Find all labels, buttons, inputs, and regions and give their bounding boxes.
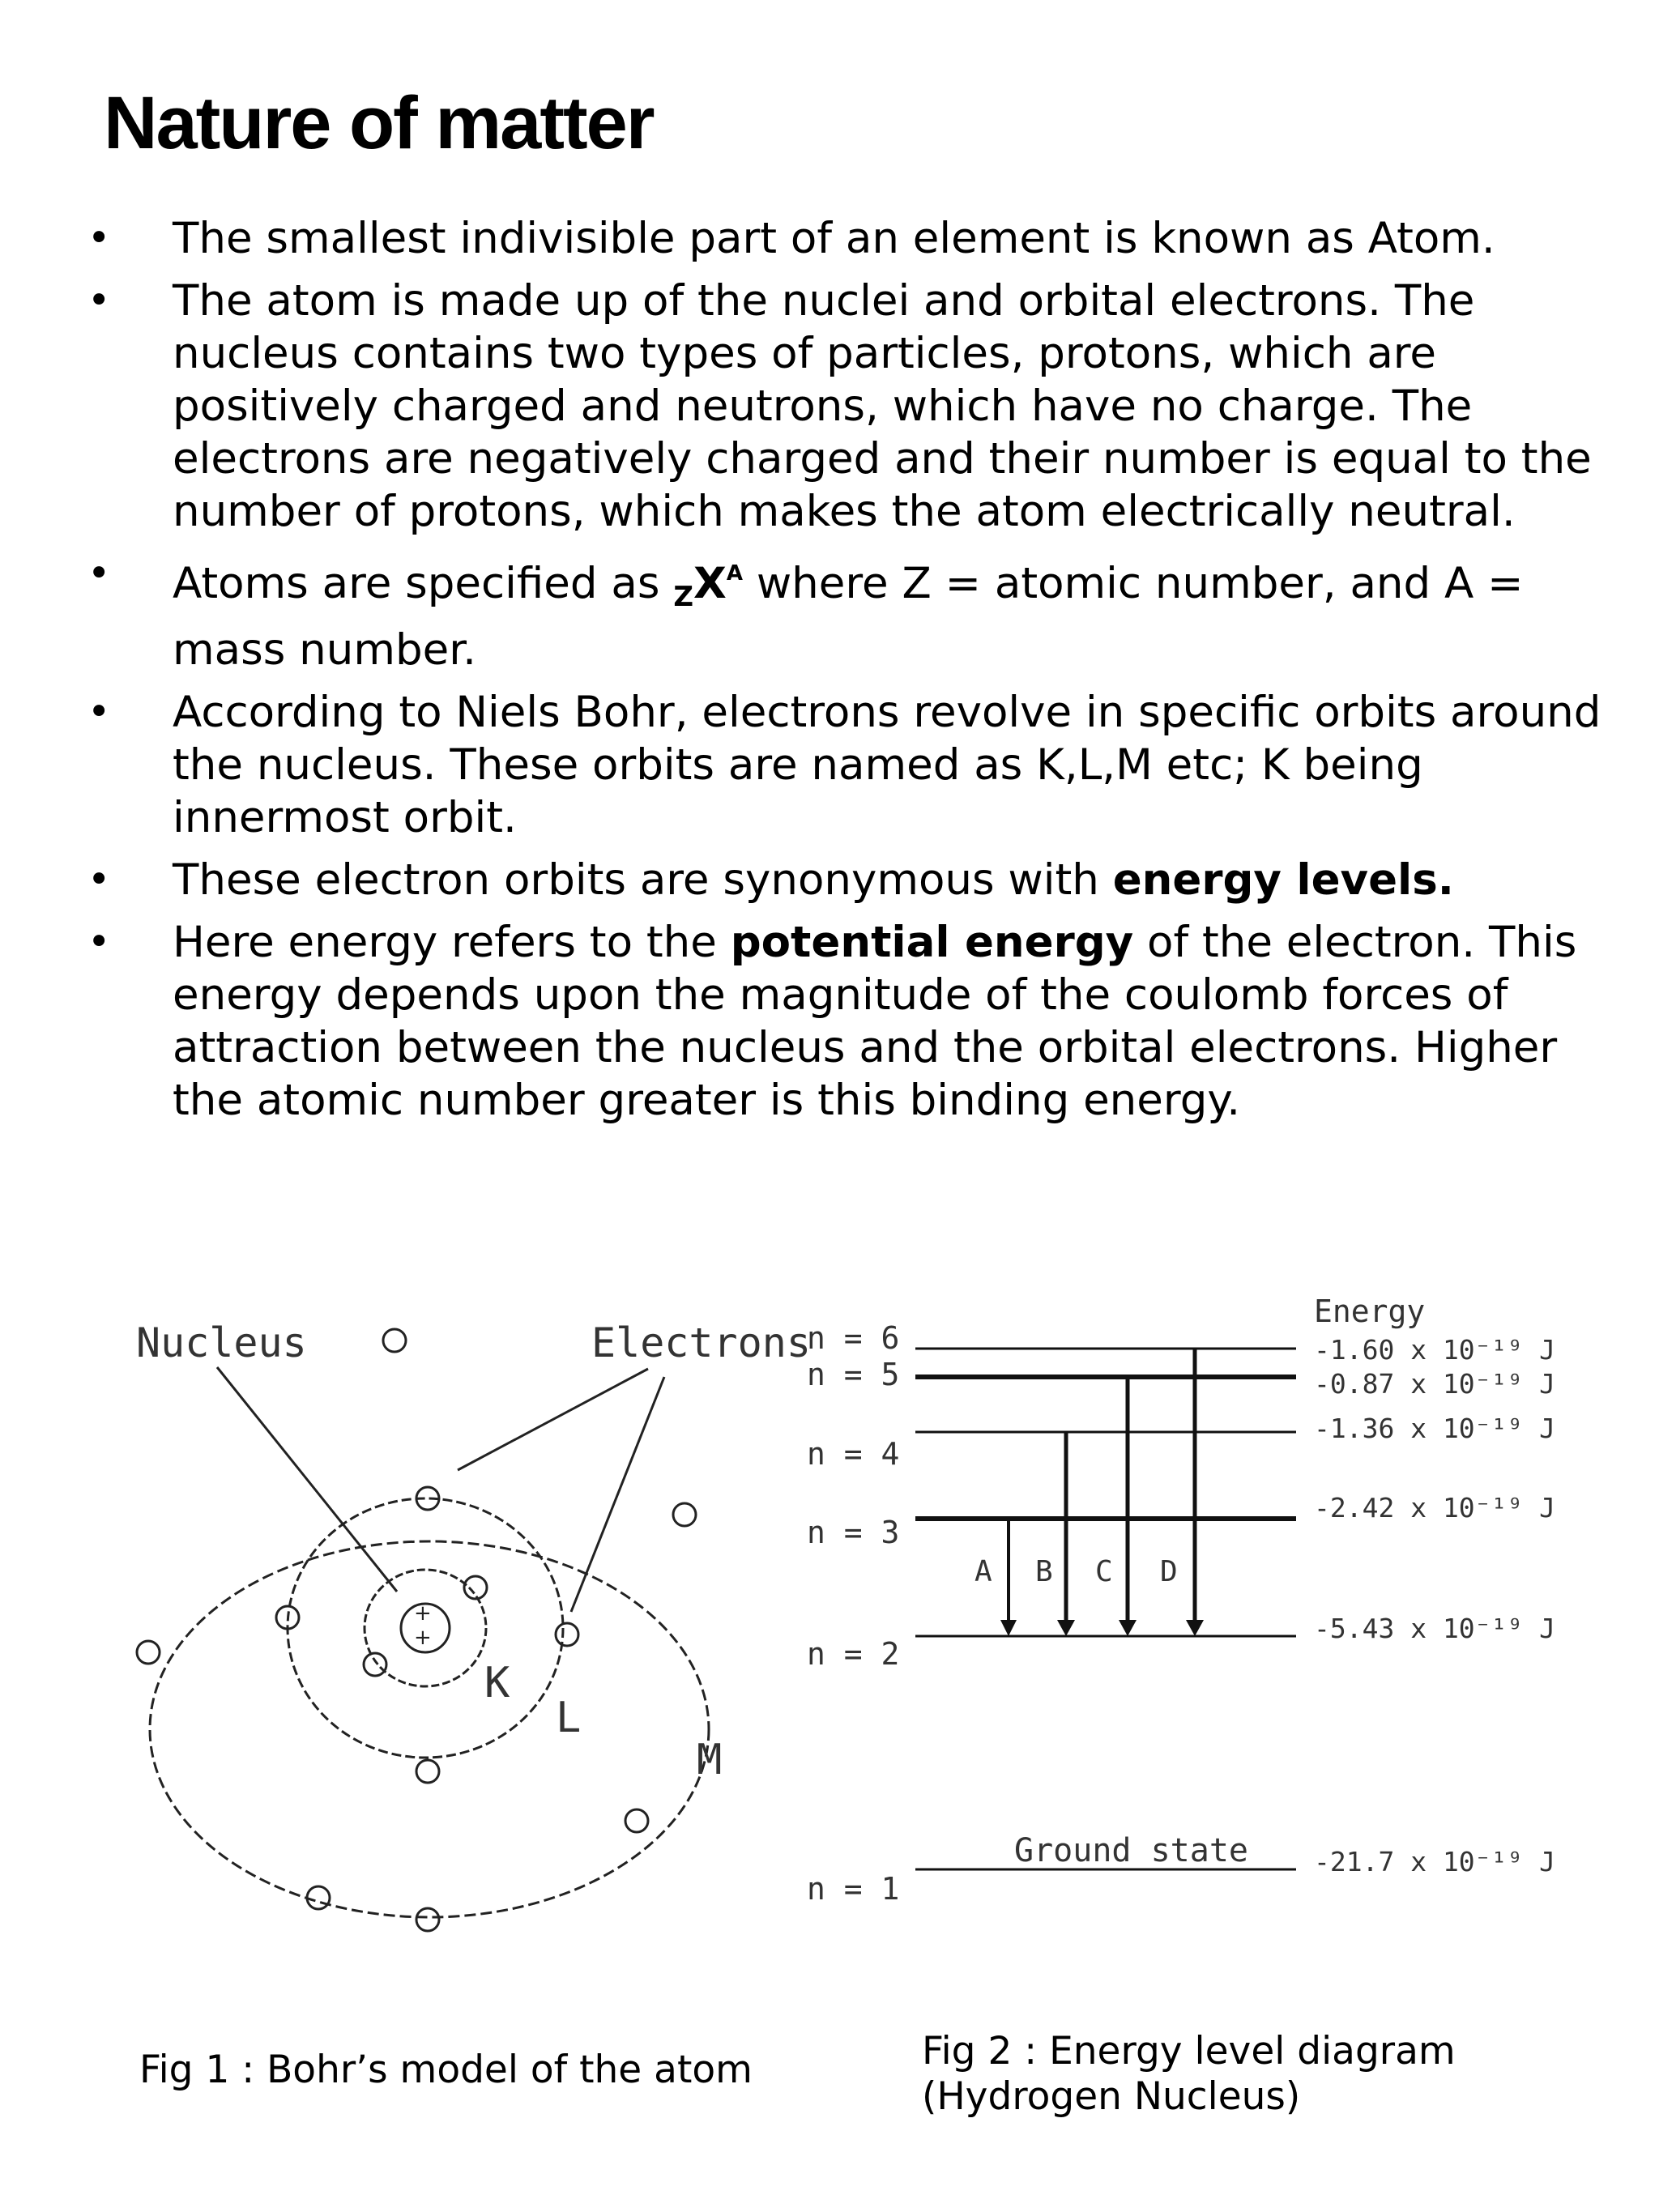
bullet-dot: • [87, 689, 111, 735]
energy-value-n2: -5.43 x 10⁻¹⁹ J [1314, 1613, 1556, 1644]
bullet-text: These electron orbits are synonymous with [173, 855, 1113, 905]
electrons-pointer-line [571, 1377, 664, 1612]
energy-value-n4: -1.36 x 10⁻¹⁹ J [1314, 1413, 1556, 1444]
bullet-text: Here energy refers to the [173, 918, 731, 967]
bullet-text: Atoms are specified as [173, 559, 674, 608]
electron [464, 1576, 487, 1599]
bullet-dot: • [87, 215, 111, 261]
proton-plus-sign: + [414, 1626, 432, 1650]
bullet-text: The smallest indivisible part of an element is known as Atom. [173, 214, 1495, 263]
arrowhead-a [1000, 1620, 1017, 1636]
transition-label-d: D [1160, 1555, 1178, 1588]
atomic-number-subscript: Z [673, 581, 693, 613]
electron [556, 1623, 578, 1646]
energy-value-n1: -21.7 x 10⁻¹⁹ J [1314, 1846, 1556, 1877]
electron [416, 1760, 439, 1783]
level-label-n3: n = 3 [807, 1515, 900, 1550]
fig2-caption-line2: (Hydrogen Nucleus) [922, 2074, 1301, 2119]
level-label-n4: n = 4 [807, 1436, 900, 1472]
electron [364, 1653, 386, 1676]
page-title: Nature of matter [104, 82, 654, 164]
bullet-text: of the electron. This energy depends upon the magnitude of the coulomb forces of attraction between the nucleus and the orbital electrons. Higher the atomic number greater is this binding energy. [173, 918, 1577, 1125]
level-label-n6: n = 6 [807, 1320, 900, 1356]
nucleus-pointer-line [217, 1367, 397, 1592]
level-label-n2: n = 2 [807, 1636, 900, 1672]
ground-state-label: Ground state [1014, 1832, 1248, 1869]
bullet-dot: • [87, 857, 111, 902]
electron [307, 1886, 330, 1909]
arrowhead-b [1057, 1620, 1075, 1636]
electron [673, 1503, 696, 1526]
level-label-n5: n = 5 [807, 1357, 900, 1392]
electron [137, 1641, 160, 1664]
bohr-model-figure [137, 1329, 709, 1931]
nucleus-label: Nucleus [136, 1319, 307, 1366]
bullet-text: The atom is made up of the nuclei and orbital electrons. The nucleus contains two types of particles, protons, which are positively charged and neutrons, which have no charge. The electrons are negatively charged and their number is equal to the number of protons, which makes the atom electrically neutral. [173, 276, 1592, 536]
proton-plus-sign: + [414, 1601, 432, 1626]
fig2-caption-line1: Fig 2 : Energy level diagram [922, 2029, 1456, 2073]
bold-term: energy levels. [1112, 855, 1454, 905]
electron [383, 1329, 406, 1352]
bullet-dot: • [87, 278, 111, 323]
bullet-dot: • [87, 919, 111, 965]
shell-label-l: L [556, 1694, 582, 1742]
energy-header: Energy [1314, 1294, 1426, 1329]
fig1-caption: Fig 1 : Bohr’s model of the atom [139, 2048, 753, 2092]
electrons-pointer-line [458, 1369, 648, 1470]
level-label-n1: n = 1 [807, 1871, 900, 1907]
bullet-text: According to Niels Bohr, electrons revolve in specific orbits around the nucleus. These orbits are named as K,L,M etc; K being innermost orbit. [173, 688, 1601, 842]
energy-value-n5: -0.87 x 10⁻¹⁹ J [1314, 1368, 1556, 1400]
arrowhead-c [1119, 1620, 1137, 1636]
electron [416, 1908, 439, 1931]
electrons-label: Electrons [591, 1319, 811, 1366]
arrowhead-d [1186, 1620, 1204, 1636]
bullet-dot: • [87, 551, 111, 596]
transition-label-a: A [975, 1555, 992, 1588]
element-symbol: X [693, 559, 727, 608]
energy-level-figure [807, 1294, 1555, 1907]
transition-label-b: B [1035, 1555, 1053, 1588]
transition-label-c: C [1095, 1555, 1113, 1588]
mass-number-superscript: A [726, 561, 743, 586]
shell-label-m: M [697, 1736, 723, 1784]
bullet-text: where Z = atomic number, and A = mass number. [173, 559, 1524, 675]
energy-value-n6: -1.60 x 10⁻¹⁹ J [1314, 1334, 1556, 1366]
bold-term: potential energy [730, 918, 1134, 967]
orbit-m [150, 1541, 709, 1917]
electron [625, 1809, 648, 1832]
energy-value-n3: -2.42 x 10⁻¹⁹ J [1314, 1492, 1556, 1524]
shell-label-k: K [484, 1659, 510, 1707]
